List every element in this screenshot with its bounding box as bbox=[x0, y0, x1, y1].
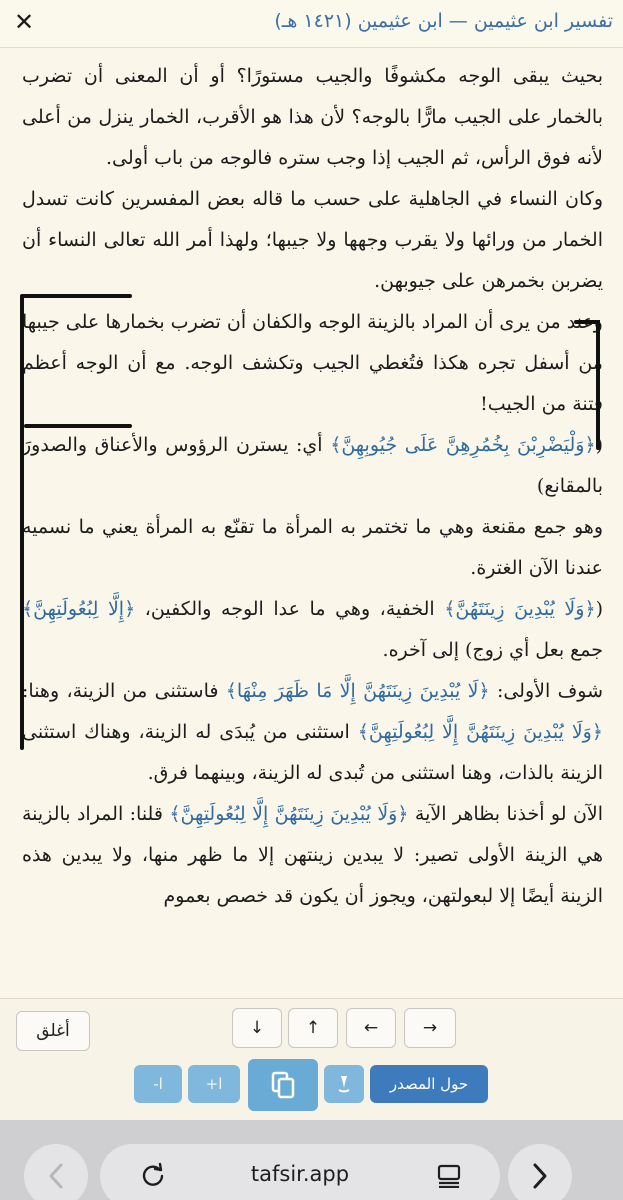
book-title: تفسير ابن عثيمين — ابن عثيمين (١٤٢١ هـ) bbox=[274, 10, 613, 32]
decrease-font-button[interactable]: -ا bbox=[134, 1065, 182, 1103]
copy-button[interactable] bbox=[248, 1059, 318, 1111]
quran-verse[interactable]: ﴿وَلَا يُبْدِينَ زِينَتَهُنَّ﴾ bbox=[444, 598, 596, 620]
quran-verse[interactable]: ﴿وَلَا يُبْدِينَ زِينَتَهُنَّ إِلَّا لِبُعُولَتِهِنَّ﴾ bbox=[169, 803, 409, 825]
commentary-text: قلنا: المراد بالزينة هي الزينة الأولى تصير: لا يبدين زينتهن إلا ما ظهر منها، ولا يبدين هذه الزينة أيضًا إلا لبعولتهن، ويجوز أن يكون قد خصص بعموم bbox=[22, 803, 603, 907]
commentary-text: الآن لو أخذنا بظاهر الآية bbox=[408, 803, 604, 825]
reader-header bbox=[0, 0, 623, 48]
quran-verse[interactable]: ﴿إِلَّا لِبُعُولَتِهِنَّ﴾ bbox=[22, 598, 136, 620]
url-text: tafsir.app bbox=[250, 1162, 350, 1186]
chevron-right-icon bbox=[530, 1162, 550, 1190]
reader-toolbar bbox=[0, 998, 623, 1120]
close-icon[interactable]: ✕ bbox=[13, 8, 35, 36]
browser-toolbar bbox=[0, 1120, 623, 1200]
commentary-text: الخفية، وهي ما عدا الوجه والكفين، bbox=[135, 598, 445, 620]
close-button[interactable]: أغلق bbox=[16, 1011, 90, 1051]
commentary-text: فاستثنى من الزينة، وهنا: bbox=[22, 680, 226, 702]
paren: ( bbox=[595, 434, 603, 456]
commentary-text: استثنى من يُبدَى له الزينة، وهناك استثنى الزينة بالذات، وهنا استثنى من تُبدى له الزينة، وبينهما فرق. bbox=[22, 721, 603, 784]
commentary-text: جمع بعل أي زوج) إلى آخره. bbox=[382, 639, 603, 661]
paragraph bbox=[22, 589, 603, 671]
about-source-button[interactable]: حول المصدر bbox=[370, 1065, 488, 1103]
paragraph: وعند من يرى أن المراد بالزينة الوجه والكفان أن تضرب بخمارها على جيبها من أسفل تجره هكذا فتُغطي الجيب وتكشف الوجه. مع أن الوجه أعظم فتنة من الجيب! bbox=[22, 311, 603, 415]
paren: ( bbox=[595, 598, 603, 620]
paragraph: وكان النساء في الجاهلية على حسب ما قاله بعض المفسرين كانت تسدل الخمار من ورائها ولا يقرب وجهها ولا جيبها؛ ولهذا أمر الله تعالى النساء أن يضربن بخمرهن على جيوبهن. bbox=[22, 188, 603, 292]
tafsir-content[interactable] bbox=[0, 48, 623, 998]
tafsir-text bbox=[0, 48, 623, 917]
paragraph: وهو جمع مقنعة وهي ما تختمر به المرأة ما تقنّع به المرأة يعني ما نسميه عندنا الآن الغترة. bbox=[22, 516, 603, 579]
quran-verse[interactable]: ﴿وَلْيَضْرِبْنَ بِخُمُرِهِنَّ عَلَى جُيُوبِهِنَّ﴾ bbox=[330, 434, 596, 456]
commentary-text: أي: يسترن الرؤوس والأعناق والصدورَ بالمقانع) bbox=[22, 434, 603, 497]
paragraph bbox=[22, 425, 603, 507]
increase-font-button[interactable]: +ا bbox=[188, 1065, 240, 1103]
highlight-button[interactable] bbox=[324, 1065, 364, 1103]
copy-icon bbox=[270, 1070, 296, 1100]
quran-verse[interactable]: ﴿وَلَا يُبْدِينَ زِينَتَهُنَّ إِلَّا لِبُعُولَتِهِنَّ﴾ bbox=[357, 721, 603, 743]
previous-arrow-button[interactable]: ← bbox=[346, 1008, 396, 1048]
back-button[interactable] bbox=[24, 1144, 88, 1200]
address-bar[interactable] bbox=[100, 1144, 500, 1200]
chevron-left-icon bbox=[46, 1162, 66, 1190]
reader-mode-icon[interactable] bbox=[436, 1164, 464, 1188]
paragraph bbox=[22, 671, 603, 794]
quran-verse[interactable]: ﴿لَا يُبْدِينَ زِينَتَهُنَّ إِلَّا مَا ظَهَرَ مِنْهَا﴾ bbox=[225, 680, 490, 702]
paragraph bbox=[22, 794, 603, 917]
highlighter-icon bbox=[336, 1074, 352, 1094]
down-arrow-button[interactable]: ↓ bbox=[232, 1008, 282, 1048]
paragraph: بحيث يبقى الوجه مكشوفًا والجيب مستورًا؟ أو أن المعنى أن تضرب بالخمار على الجيب مارًّا بالوجه؟ لأن هذا هو الأقرب، الخمار ينزل من أعلى لأنه فوق الرأس، ثم الجيب إذا وجب ستره فالوجه من باب أولى. bbox=[22, 65, 603, 169]
next-arrow-button[interactable]: → bbox=[404, 1008, 456, 1048]
commentary-text: شوف الأولى: bbox=[489, 680, 604, 702]
forward-button[interactable] bbox=[508, 1144, 572, 1200]
up-arrow-button[interactable]: ↑ bbox=[288, 1008, 338, 1048]
